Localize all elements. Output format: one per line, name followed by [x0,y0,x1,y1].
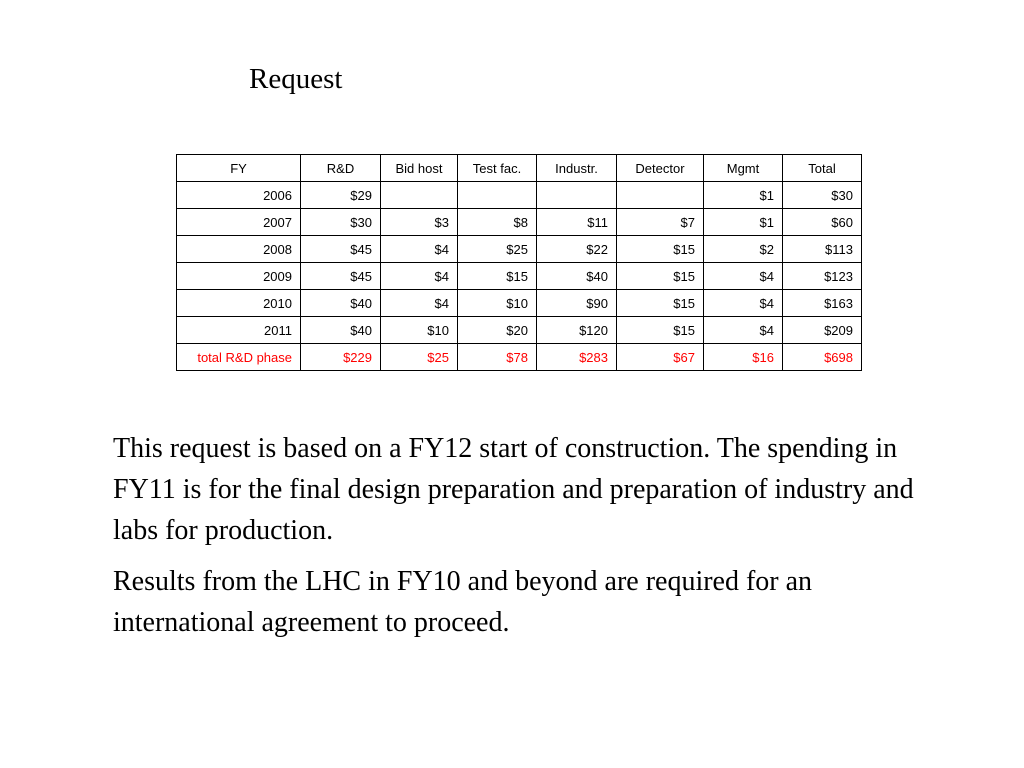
table-cell: $15 [617,236,704,263]
table-row [177,236,862,263]
table-cell: $29 [301,182,381,209]
table-cell: $45 [301,236,381,263]
table-cell: $45 [301,263,381,290]
slide-body [113,428,943,653]
table-cell: $113 [783,236,862,263]
table-cell: 2010 [177,290,301,317]
table-cell: $4 [704,263,783,290]
table-cell: $15 [458,263,537,290]
table-cell: 2007 [177,209,301,236]
column-header-detector: Detector [617,155,704,182]
table-cell: $163 [783,290,862,317]
table-cell: $4 [704,290,783,317]
total-cell: $283 [537,344,617,371]
column-header-mgmt: Mgmt [704,155,783,182]
table-cell: $40 [301,290,381,317]
table-row [177,263,862,290]
table-cell: $20 [458,317,537,344]
total-cell: $16 [704,344,783,371]
table-cell [617,182,704,209]
slide-title: Request [249,63,343,95]
table-cell: $4 [381,236,458,263]
table-cell: $15 [617,263,704,290]
table-cell: $15 [617,290,704,317]
table-cell: $123 [783,263,862,290]
table-cell: $22 [537,236,617,263]
column-header-bid-host: Bid host [381,155,458,182]
table-cell: 2009 [177,263,301,290]
table-cell: 2008 [177,236,301,263]
table-cell: $1 [704,209,783,236]
table-cell: $11 [537,209,617,236]
table-cell: $8 [458,209,537,236]
table-cell: $60 [783,209,862,236]
table-cell: $90 [537,290,617,317]
table-cell: $15 [617,317,704,344]
table-row [177,317,862,344]
column-header-rd: R&D [301,155,381,182]
total-cell: $698 [783,344,862,371]
budget-table [176,154,862,371]
table-cell: $30 [783,182,862,209]
paragraph-lhc-results: Results from the LHC in FY10 and beyond are required for an international agreement to proceed. [113,566,813,638]
total-cell: $25 [381,344,458,371]
table-cell: $10 [458,290,537,317]
table-total-row [177,344,862,371]
table-cell: $25 [458,236,537,263]
table-cell [381,182,458,209]
table-cell: 2006 [177,182,301,209]
table-cell: $30 [301,209,381,236]
table-cell: $4 [381,263,458,290]
table-cell: $3 [381,209,458,236]
table-cell [458,182,537,209]
column-header-test-fac: Test fac. [458,155,537,182]
column-header-total: Total [783,155,862,182]
total-cell: $67 [617,344,704,371]
total-cell: $78 [458,344,537,371]
table-header-row [177,155,862,182]
paragraph-construction-start: This request is based on a FY12 start of construction. The spending in FY11 is for the final design preparation and preparation of industry and labs for production. [113,433,914,546]
table-cell: $120 [537,317,617,344]
table-row [177,290,862,317]
table-cell: $10 [381,317,458,344]
table-cell: $4 [381,290,458,317]
column-header-fy: FY [177,155,301,182]
column-header-industr: Industr. [537,155,617,182]
table-cell [537,182,617,209]
table-cell: $40 [301,317,381,344]
table-cell: $4 [704,317,783,344]
table-cell: $2 [704,236,783,263]
total-label-cell: total R&D phase [177,344,301,371]
table-cell: $40 [537,263,617,290]
table-cell: $7 [617,209,704,236]
table-row [177,182,862,209]
table-cell: $1 [704,182,783,209]
table-row [177,209,862,236]
table-cell: $209 [783,317,862,344]
table-cell: 2011 [177,317,301,344]
total-cell: $229 [301,344,381,371]
